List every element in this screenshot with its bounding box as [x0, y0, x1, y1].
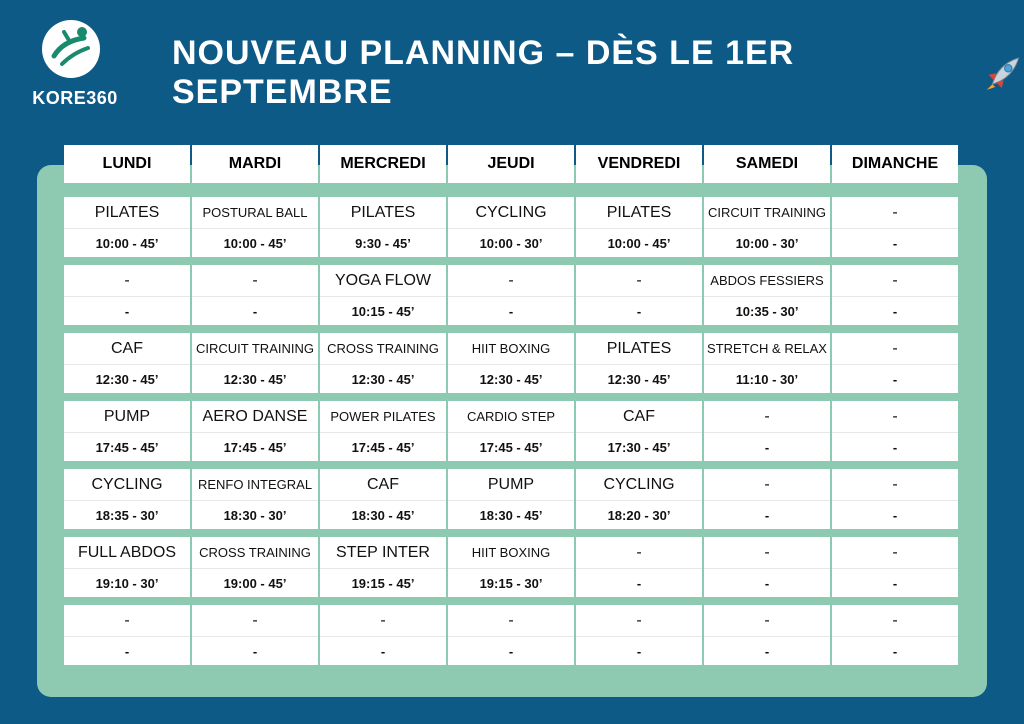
class-time: 10:35 - 30’ — [735, 303, 799, 319]
class-time: - — [636, 303, 642, 319]
schedule-row — [64, 605, 960, 665]
brand-name: KORE360 — [32, 88, 118, 108]
class-name: PILATES — [320, 197, 446, 229]
class-name: - — [832, 401, 958, 433]
class-name: CIRCUIT TRAINING — [704, 197, 830, 229]
class-time: 17:45 - 45’ — [351, 439, 415, 455]
class-name: - — [832, 333, 958, 365]
class-time: - — [892, 507, 898, 523]
class-slot — [192, 265, 318, 325]
class-name: HIIT BOXING — [448, 333, 574, 365]
class-slot — [832, 605, 958, 665]
class-time: 10:00 - 45’ — [95, 235, 159, 251]
class-name: FULL ABDOS — [64, 537, 190, 569]
class-slot — [448, 605, 574, 665]
rocket-icon — [983, 51, 1024, 95]
page-title-row — [172, 34, 1024, 111]
class-name: YOGA FLOW — [320, 265, 446, 297]
class-time: - — [636, 643, 642, 659]
class-name: - — [704, 469, 830, 501]
class-slot — [832, 537, 958, 597]
class-slot — [64, 197, 190, 257]
class-name: PILATES — [576, 197, 702, 229]
class-time: 12:30 - 45’ — [223, 371, 287, 387]
class-time: 10:15 - 45’ — [351, 303, 415, 319]
class-slot — [448, 197, 574, 257]
class-name: HIIT BOXING — [448, 537, 574, 569]
class-slot — [576, 469, 702, 529]
class-time: 18:35 - 30’ — [95, 507, 159, 523]
class-slot — [192, 469, 318, 529]
class-name: - — [192, 605, 318, 637]
class-name: PILATES — [64, 197, 190, 229]
class-time: 18:30 - 45’ — [479, 507, 543, 523]
class-time: - — [764, 575, 770, 591]
class-slot — [448, 537, 574, 597]
class-slot — [704, 401, 830, 461]
day-header-mercredi: MERCREDI — [320, 145, 446, 183]
class-name: RENFO INTEGRAL — [192, 469, 318, 501]
class-time: - — [508, 303, 514, 319]
class-slot — [576, 265, 702, 325]
class-name: CROSS TRAINING — [192, 537, 318, 569]
class-time: - — [252, 643, 258, 659]
schedule-row — [64, 469, 960, 529]
class-time: - — [252, 303, 258, 319]
class-time: 17:45 - 45’ — [479, 439, 543, 455]
class-name: CIRCUIT TRAINING — [192, 333, 318, 365]
class-time: - — [636, 575, 642, 591]
class-slot — [576, 333, 702, 393]
class-slot — [448, 469, 574, 529]
schedule-row — [64, 401, 960, 461]
class-time: 10:00 - 30’ — [735, 235, 799, 251]
class-slot — [192, 537, 318, 597]
day-header-row — [64, 145, 960, 183]
class-slot — [64, 265, 190, 325]
class-slot — [320, 197, 446, 257]
class-slot — [192, 605, 318, 665]
day-header-vendredi: VENDREDI — [576, 145, 702, 183]
class-time: - — [892, 371, 898, 387]
class-name: CARDIO STEP — [448, 401, 574, 433]
class-slot — [704, 537, 830, 597]
class-time: - — [124, 303, 130, 319]
schedule-row — [64, 537, 960, 597]
class-slot — [320, 265, 446, 325]
class-slot — [320, 401, 446, 461]
class-name: - — [448, 605, 574, 637]
class-name: - — [704, 605, 830, 637]
class-name: CYCLING — [448, 197, 574, 229]
schedule-row — [64, 197, 960, 257]
class-name: STRETCH & RELAX — [704, 333, 830, 365]
class-slot — [192, 333, 318, 393]
class-slot — [704, 197, 830, 257]
class-name: - — [576, 265, 702, 297]
schedule-row — [64, 265, 960, 325]
class-slot — [64, 605, 190, 665]
class-name: - — [832, 537, 958, 569]
class-time: - — [892, 235, 898, 251]
class-time: 10:00 - 45’ — [607, 235, 671, 251]
class-time: - — [892, 643, 898, 659]
class-time: 19:15 - 30’ — [479, 575, 543, 591]
class-time: - — [380, 643, 386, 659]
class-time: 12:30 - 45’ — [95, 371, 159, 387]
class-name: POSTURAL BALL — [192, 197, 318, 229]
class-time: 18:30 - 30’ — [223, 507, 287, 523]
class-time: 19:10 - 30’ — [95, 575, 159, 591]
class-name: - — [832, 605, 958, 637]
class-name: CROSS TRAINING — [320, 333, 446, 365]
class-slot — [320, 333, 446, 393]
class-slot — [576, 197, 702, 257]
class-name: - — [576, 537, 702, 569]
class-name: - — [832, 197, 958, 229]
class-slot — [448, 333, 574, 393]
schedule-rows — [64, 197, 960, 665]
class-slot — [704, 605, 830, 665]
class-slot — [64, 333, 190, 393]
class-slot — [704, 469, 830, 529]
brand-logo — [30, 18, 120, 110]
class-name: - — [704, 537, 830, 569]
class-slot — [576, 537, 702, 597]
class-time: - — [764, 507, 770, 523]
class-time: - — [892, 439, 898, 455]
class-slot — [832, 333, 958, 393]
class-name: PUMP — [64, 401, 190, 433]
class-time: 12:30 - 45’ — [351, 371, 415, 387]
class-name: - — [576, 605, 702, 637]
class-slot — [704, 265, 830, 325]
class-name: POWER PILATES — [320, 401, 446, 433]
class-name: - — [64, 265, 190, 297]
class-time: 18:20 - 30’ — [607, 507, 671, 523]
class-time: 10:00 - 30’ — [479, 235, 543, 251]
class-name: CAF — [320, 469, 446, 501]
class-name: PILATES — [576, 333, 702, 365]
class-slot — [320, 469, 446, 529]
class-time: 17:30 - 45’ — [607, 439, 671, 455]
class-time: - — [764, 439, 770, 455]
class-slot — [64, 401, 190, 461]
class-time: 12:30 - 45’ — [479, 371, 543, 387]
class-name: CAF — [64, 333, 190, 365]
class-name: - — [704, 401, 830, 433]
day-header-jeudi: JEUDI — [448, 145, 574, 183]
class-time: 19:00 - 45’ — [223, 575, 287, 591]
class-slot — [320, 537, 446, 597]
class-name: AERO DANSE — [192, 401, 318, 433]
class-name: - — [64, 605, 190, 637]
class-time: 17:45 - 45’ — [95, 439, 159, 455]
class-time: 17:45 - 45’ — [223, 439, 287, 455]
class-slot — [576, 605, 702, 665]
class-time: 9:30 - 45’ — [355, 235, 411, 251]
day-header-mardi: MARDI — [192, 145, 318, 183]
class-slot — [320, 605, 446, 665]
class-slot — [832, 265, 958, 325]
class-time: 10:00 - 45’ — [223, 235, 287, 251]
class-name: PUMP — [448, 469, 574, 501]
class-name: - — [192, 265, 318, 297]
class-slot — [64, 469, 190, 529]
class-time: - — [124, 643, 130, 659]
class-time: - — [508, 643, 514, 659]
class-time: - — [892, 575, 898, 591]
class-name: - — [832, 265, 958, 297]
day-header-lundi: LUNDI — [64, 145, 190, 183]
class-name: CYCLING — [64, 469, 190, 501]
class-name: - — [832, 469, 958, 501]
day-header-dimanche: DIMANCHE — [832, 145, 958, 183]
class-time: 19:15 - 45’ — [351, 575, 415, 591]
class-name: STEP INTER — [320, 537, 446, 569]
class-slot — [448, 265, 574, 325]
class-time: 11:10 - 30’ — [735, 371, 799, 387]
class-slot — [832, 469, 958, 529]
class-time: - — [892, 303, 898, 319]
class-name: - — [320, 605, 446, 637]
class-slot — [576, 401, 702, 461]
class-time: 12:30 - 45’ — [607, 371, 671, 387]
class-name: CAF — [576, 401, 702, 433]
class-slot — [64, 537, 190, 597]
schedule-row — [64, 333, 960, 393]
class-slot — [192, 197, 318, 257]
schedule-grid — [64, 145, 960, 673]
class-slot — [832, 401, 958, 461]
class-name: - — [448, 265, 574, 297]
class-name: CYCLING — [576, 469, 702, 501]
kore360-logo-icon — [40, 18, 102, 80]
page-title: NOUVEAU PLANNING – DÈS LE 1ER SEPTEMBRE — [172, 34, 795, 111]
class-slot — [832, 197, 958, 257]
class-slot — [448, 401, 574, 461]
day-header-samedi: SAMEDI — [704, 145, 830, 183]
class-slot — [704, 333, 830, 393]
class-slot — [192, 401, 318, 461]
class-time: - — [764, 643, 770, 659]
class-time: 18:30 - 45’ — [351, 507, 415, 523]
class-name: ABDOS FESSIERS — [704, 265, 830, 297]
